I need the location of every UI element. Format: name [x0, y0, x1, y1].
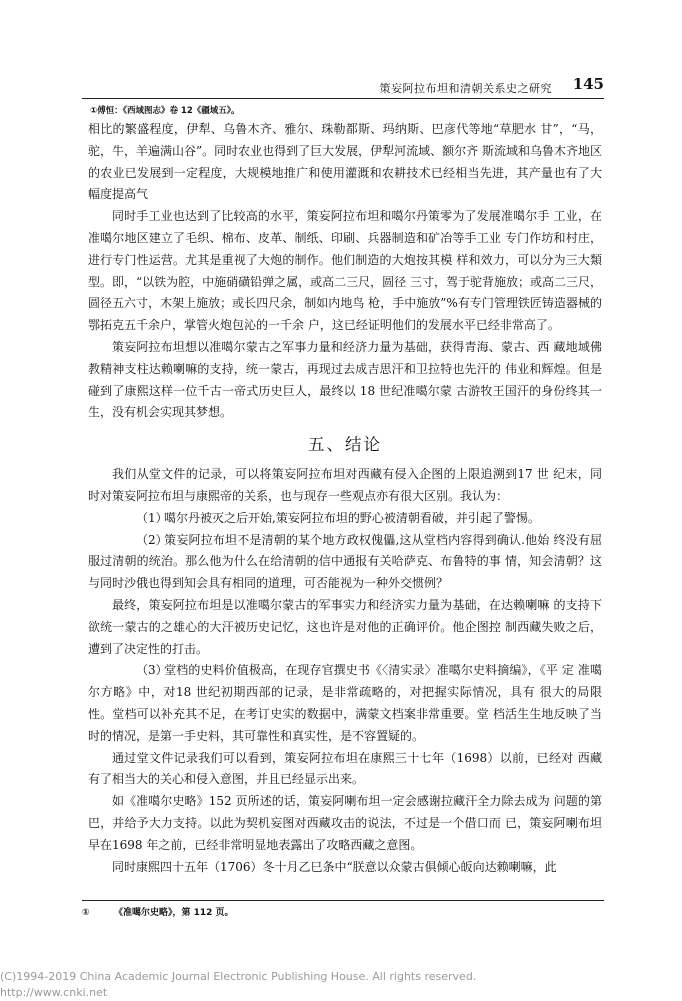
- section-title: 五、结论: [308, 435, 382, 455]
- paragraph: 同时康熙四十五年（1706）冬十月乙巳条中“朕意以众蒙古俱倾心皈向达赖喇嘛，此: [112, 859, 557, 874]
- top-footnote: ①傅恒：《西域图志》卷 12《疆域五》。: [90, 106, 240, 116]
- paragraph: 通过堂文件记录我们可以看到，策妄阿拉布坦在康熙三十七年（1698）以前，已经对 西藏有了相当大的关心和侵入意图，并且已经显示出来。: [88, 750, 602, 787]
- list-item: [88, 660, 602, 747]
- footnote-divider: [82, 900, 604, 901]
- copyright-watermark: [0, 969, 476, 1001]
- watermark-link[interactable]: http://www.cnki.net: [0, 986, 108, 999]
- paragraph: 策妄阿拉布坦想以准噶尔蒙古之军事力量和经济力量为基础，获得青海、蒙古、西 藏地域佛教精神支柱达赖喇嘛的支持，统一蒙古，再现过去成吉思汗和卫拉特也先汗的 伟业和辉煌。但是碰到了康熙这样一位千古一帝式历史巨人，最终以 18 世纪准噶尔蒙 古游牧王国汗的身份终其一生，没有机会实现其梦想。: [88, 339, 602, 420]
- footnote-text: 《准噶尔史略》，第 112 页。: [114, 908, 234, 918]
- list-item: [88, 530, 602, 595]
- header-title: 策妄阿拉布坦和清朝关系史之研究: [379, 82, 552, 95]
- list-item-number: （1）: [136, 510, 168, 525]
- list-item-text: 堂档的史料价值极高，在现存官撰史书《〈清实录〉准噶尔史料摘编》，《平 定 准噶尔方略》中，对18 世纪初期西部的记录，是非常疏略的，对把握实际情况，具有 很大的局限性。堂档可以补充其不足，在考订史实的数据中，满蒙文档案非常重要。堂 档活生生地反映了当时的情况，是第一手史料，其可靠性和真实性，是不容置疑的。: [88, 663, 602, 743]
- running-header: [82, 75, 604, 99]
- paragraph: 同时手工业也达到了比较高的水平，策妄阿拉布坦和噶尔丹策零为了发展准噶尔手 工业，在准噶尔地区建立了毛织、棉布、皮革、制纸、印刷、兵器制造和矿冶等手工业 专门作坊和村庄，进行专门性运营。尤其是重视了大炮的制作。他们制造的大炮按其模 样和效力，可以分为三大類型。即，“以铁为腔，中施硝磺铅弹之属，或高二三尺，圆径 三寸，驾于驼背施放；或高二三尺，圆径五六寸，木架上施放；或长四尺余，制如内地鸟 枪，手中施放”%有专门管理铁匠铸造器械的鄂拓克五千余户，掌管火炮包沁的一千余 户，这已经证明他们的发展水平已经非常高了。: [88, 209, 602, 333]
- list-item-text: 噶尔丹被灭之后开始,策妄阿拉布坦的野心被清朝看破，并引起了警惕。: [164, 510, 540, 525]
- list-item-number: （3）: [136, 663, 168, 678]
- footnote-mark: ①: [82, 908, 90, 918]
- list-item-text: 最终，策妄阿拉布坦是以准噶尔蒙古的军事实力和经济实力量为基础，在达赖喇嘛 的支持下欲统一蒙古的之雄心的大汗被历史记忆，这也许是对他的正确评价。他企图控 制西藏失败之后，遭到了决定性的打击。: [88, 597, 602, 656]
- intro-paragraph: 我们从堂文件的记录，可以将策妄阿拉布坦对西藏有侵入企图的上限追溯到17 世 纪末，同时对策妄阿拉布坦与康熙帝的关系，也与现存一些观点亦有很大区别。我认为：: [88, 467, 602, 503]
- paragraph: 如《准噶尔史略》152 页所述的话，策妄阿喇布坦一定会感谢拉藏汗全力除去成为 问题的第巴，并给予大力支持。以此为契机妄图对西藏攻击的说法，不过是一个借口而 已，策妄阿喇布坦早在1698 年之前，已经非常明显地表露出了攻略西藏之意图。: [88, 794, 602, 852]
- main-content: [88, 119, 602, 878]
- list-item-number: （2）: [136, 532, 168, 547]
- bottom-footnote: [82, 905, 234, 918]
- list-item-continuation: [88, 595, 602, 660]
- paragraph: 相比的繁盛程度，伊犁、乌鲁木齐、雅尔、珠勒都斯、玛纳斯、巴彦代等地“草肥水 甘”，“马，驼，牛，羊遍满山谷”。同时农业也得到了巨大发展，伊犁河流域、额尔齐 斯流域和乌鲁木齐地区的农业已发展到一定程度，大规模地推广和使用灌溉和农耕技术已经相当先进，其产量也有了大幅度提高气: [88, 122, 602, 202]
- page-number: 145: [572, 75, 604, 93]
- list-item: [88, 508, 602, 530]
- watermark-line: (C)1994-2019 China Academic Journal Electronic Publishing House. All rights reserved.: [0, 970, 477, 983]
- list-item-text: 策妄阿拉布坦不是清朝的某个地方政权傀儡,这从堂档内容得到确认.他始 终没有屈服过清朝的统治。那么他为什么在给清朝的信中通报有关哈萨克、布鲁特的事 情，知会清朝？这与同时沙俄也得到知会具有相同的道理，可否能视为一种外交惯例？: [88, 532, 602, 591]
